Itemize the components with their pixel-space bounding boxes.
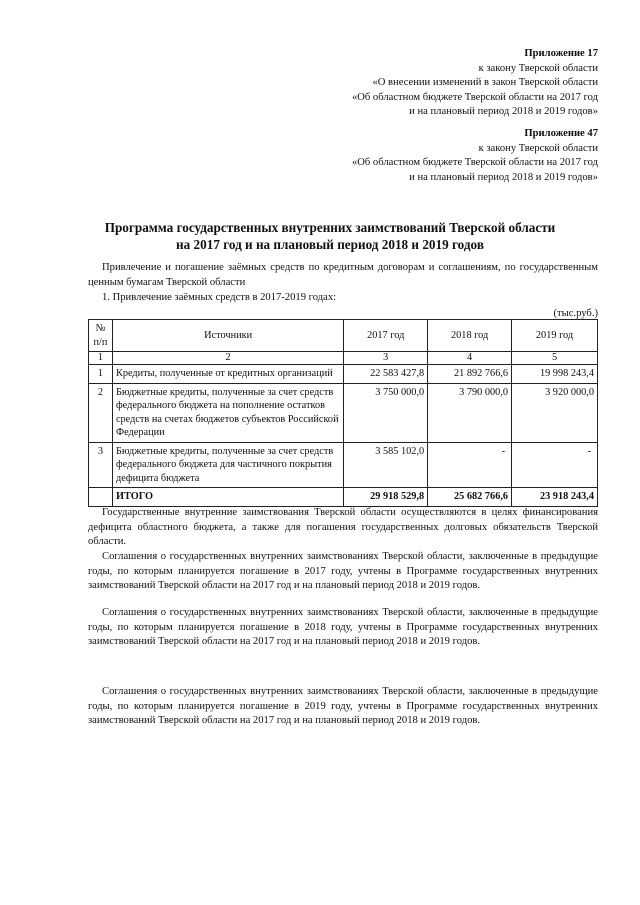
paragraph-text: Соглашения о государственных внутренних заимствованиях Тверской области, заключенные в предыдущие годы, по которым планируется погашение в 2018 году, учтены в Программе государственных внутренних заимствований Тверской области на 2017 год и на плановый период 2018 и 2019 годов. [88, 607, 598, 647]
intro-text: Привлечение и погашение заёмных средств по кредитным договорам и соглашениям, по государственным ценным бумагам Тверской области [88, 262, 598, 288]
row-value-2018: 3 790 000,0 [428, 383, 512, 442]
row-source: Бюджетные кредиты, полученные за счет средств федерального бюджета для частичного покрытия дефицита бюджета [112, 442, 343, 488]
paragraph [88, 685, 598, 729]
row-value-2018: 21 892 766,6 [428, 365, 512, 384]
table-header-row [89, 320, 598, 352]
table-row [89, 442, 598, 488]
total-label: ИТОГО [112, 488, 343, 507]
table-total-row [89, 488, 598, 507]
appendix-line: и на плановый период 2018 и 2019 годов» [409, 106, 598, 117]
row-num: 2 [89, 383, 113, 442]
header-2017: 2017 год [344, 320, 428, 352]
total-value-2019: 23 918 243,4 [512, 488, 598, 507]
row-num: 1 [89, 365, 113, 384]
document-title [60, 219, 600, 253]
appendix-line: к закону Тверской области [478, 142, 598, 154]
borrowing-table [88, 319, 598, 507]
table-row [89, 365, 598, 384]
unit-label: (тыс.руб.) [553, 308, 598, 319]
paragraph-text: Государственные внутренние заимствования Тверской области осуществляются в целях финансирования дефицита областного бюджета, а также для погашения государственных долговых обязательств Тверской области. [88, 507, 598, 547]
appendix-title: Приложение 17 [524, 48, 598, 59]
paragraph [88, 550, 598, 594]
row-value-2018: - [428, 442, 512, 488]
paragraph-text: Соглашения о государственных внутренних заимствованиях Тверской области, заключенные в предыдущие годы, по которым планируется погашение в 2019 году, учтены в Программе государственных внутренних заимствований Тверской области на 2017 год и на плановый период 2018 и 2019 годов. [88, 686, 598, 726]
paragraph [88, 606, 598, 650]
row-value-2019: 19 998 243,4 [512, 365, 598, 384]
header-2018: 2018 год [428, 320, 512, 352]
paragraph [88, 506, 598, 550]
appendix-17-header [238, 47, 598, 120]
section-item-1: 1. Привлечение заёмных средств в 2017-2019 годах: [102, 292, 337, 303]
row-value-2017: 22 583 427,8 [344, 365, 428, 384]
header-source: Источники [112, 320, 343, 352]
row-value-2017: 3 750 000,0 [344, 383, 428, 442]
title-line: Программа государственных внутренних заимствований Тверской области [104, 220, 556, 235]
header-num: № п/п [89, 320, 113, 352]
appendix-line: «Об областном бюджете Тверской области на 2017 год [351, 91, 598, 103]
total-num-cell [89, 488, 113, 507]
appendix-line: «Об областном бюджете Тверской области на 2017 год [351, 157, 598, 168]
appendix-title: Приложение 47 [524, 128, 598, 139]
appendix-line: к закону Тверской области [478, 62, 598, 74]
index-cell: 5 [512, 352, 598, 365]
row-value-2019: 3 920 000,0 [512, 383, 598, 442]
title-line: на 2017 год и на плановый период 2018 и 2019 годов [176, 237, 484, 252]
index-cell: 1 [89, 352, 113, 365]
row-value-2019: - [512, 442, 598, 488]
row-num: 3 [89, 442, 113, 488]
paragraph-text: Соглашения о государственных внутренних заимствованиях Тверской области, заключенные в предыдущие годы, по которым планируется погашение в 2017 году, учтены в Программе государственных внутренних заимствований Тверской области на 2017 год и на плановый период 2018 и 2019 годов. [88, 551, 598, 591]
table-row [89, 383, 598, 442]
row-value-2017: 3 585 102,0 [344, 442, 428, 488]
index-cell: 2 [112, 352, 343, 365]
table-index-row [89, 352, 598, 365]
appendix-line: и на плановый период 2018 и 2019 годов» [409, 171, 598, 183]
intro-paragraph [88, 261, 598, 290]
appendix-47-header [238, 127, 598, 185]
index-cell: 3 [344, 352, 428, 365]
row-source: Бюджетные кредиты, полученные за счет средств федерального бюджета на пополнение остатков средств на счетах бюджетов субъектов Российской Федерации [112, 383, 343, 442]
total-value-2018: 25 682 766,6 [428, 488, 512, 507]
index-cell: 4 [428, 352, 512, 365]
appendix-line: «О внесении изменений в закон Тверской области [372, 77, 598, 88]
total-value-2017: 29 918 529,8 [344, 488, 428, 507]
header-2019: 2019 год [512, 320, 598, 352]
row-source: Кредиты, полученные от кредитных организаций [112, 365, 343, 384]
